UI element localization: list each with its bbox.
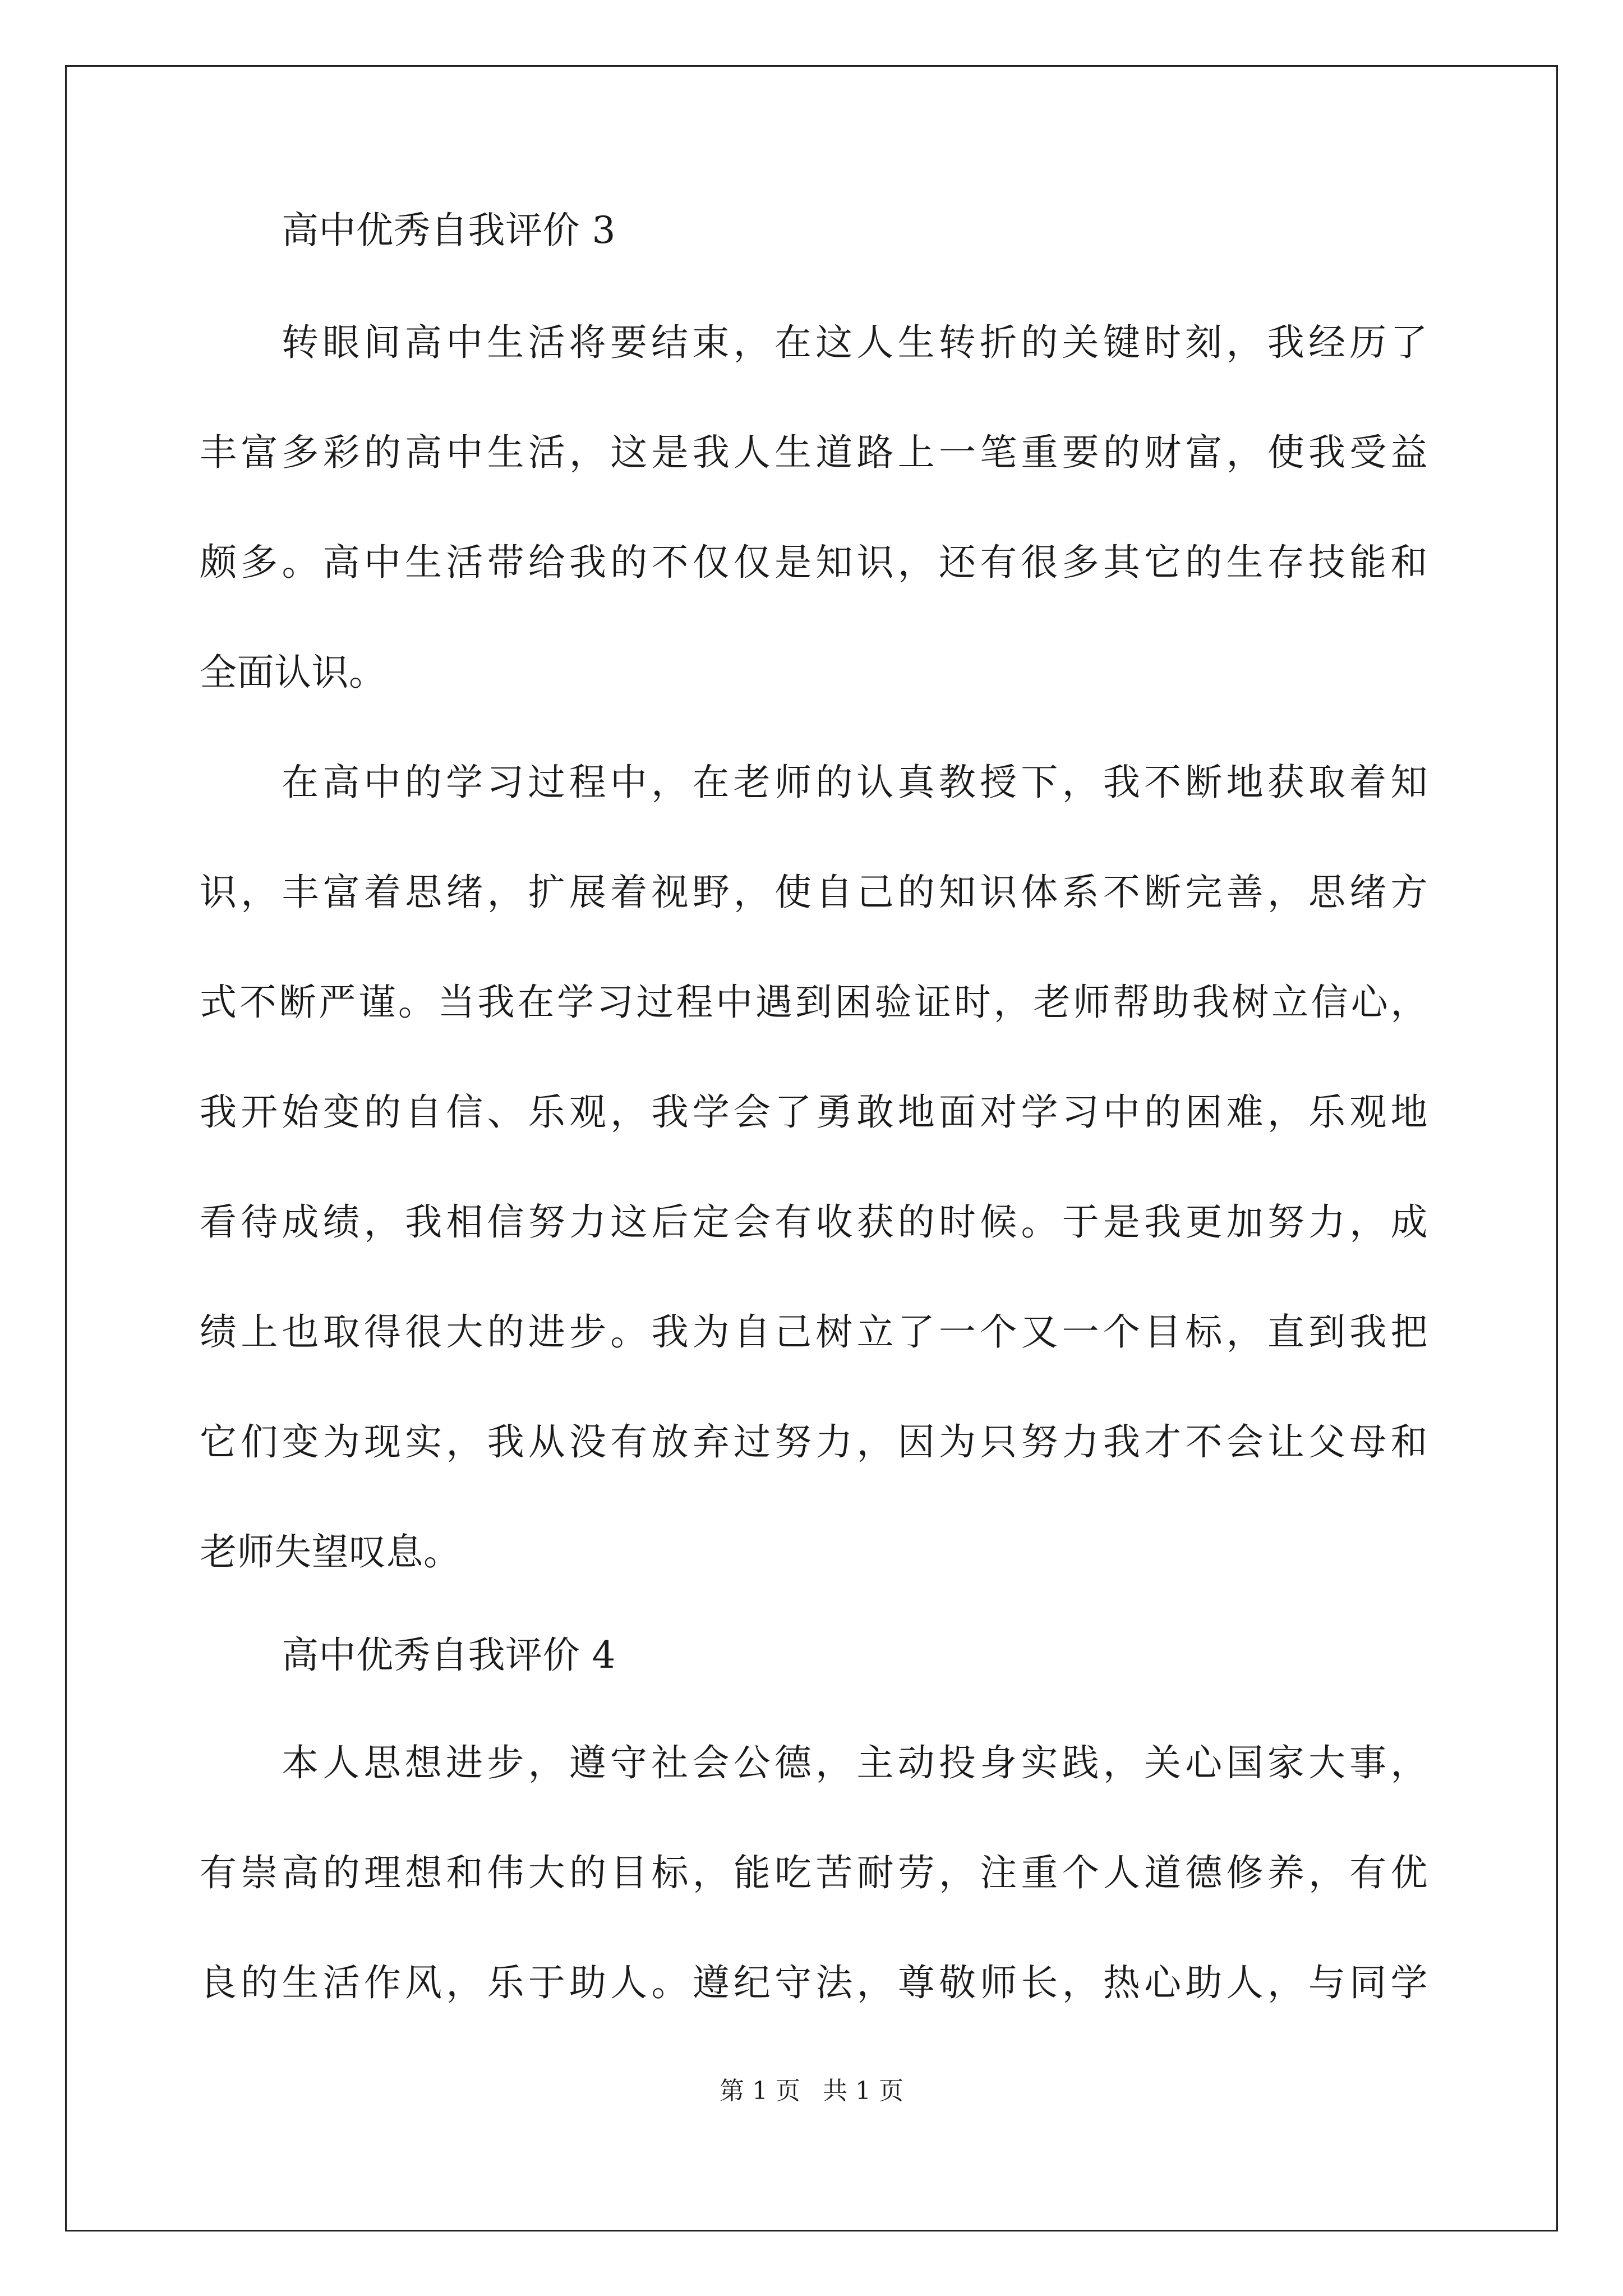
paragraph-line: 转眼间高中生活将要结束，在这人生转折的关键时刻，我经历了	[282, 321, 1428, 364]
paragraph-line: 全面认识。	[200, 651, 386, 694]
paragraph-line: 良的生活作风，乐于助人。遵纪守法，尊敬师长，热心助人，与同学	[200, 1961, 1428, 2004]
section-heading: 高中优秀自我评价 3	[282, 209, 616, 252]
page-total: 共 1 页	[823, 2077, 903, 2105]
paragraph-line: 它们变为现实，我从没有放弃过努力，因为只努力我才不会让父母和	[200, 1420, 1428, 1464]
page-border	[65, 65, 1558, 2231]
paragraph-line: 有崇高的理想和伟大的目标，能吃苦耐劳，注重个人道德修养，有优	[200, 1851, 1428, 1894]
paragraph-line: 本人思想进步，遵守社会公德，主动投身实践，关心国家大事，	[282, 1741, 1428, 1784]
page-number: 第 1 页	[720, 2077, 800, 2105]
paragraph-line: 我开始变的自信、乐观，我学会了勇敢地面对学习中的困难，乐观地	[200, 1091, 1428, 1134]
page-footer	[0, 2074, 1623, 2108]
paragraph-line: 颇多。高中生活带给我的不仅仅是知识，还有很多其它的生存技能和	[200, 541, 1428, 584]
paragraph-line: 看待成绩，我相信努力这后定会有收获的时候。于是我更加努力，成	[200, 1200, 1428, 1244]
paragraph-line: 识，丰富着思绪，扩展着视野，使自己的知识体系不断完善，思绪方	[200, 871, 1428, 914]
section-heading: 高中优秀自我评价 4	[282, 1634, 616, 1677]
paragraph-line: 绩上也取得很大的进步。我为自己树立了一个又一个目标，直到我把	[200, 1310, 1428, 1354]
paragraph-line: 丰富多彩的高中生活，这是我人生道路上一笔重要的财富，使我受益	[200, 431, 1428, 474]
paragraph-line: 式不断严谨。当我在学习过程中遇到困验证时，老师帮助我树立信心，	[200, 981, 1428, 1024]
paragraph-line: 老师失望叹息。	[200, 1530, 461, 1573]
paragraph-line: 在高中的学习过程中，在老师的认真教授下，我不断地获取着知	[282, 761, 1428, 804]
